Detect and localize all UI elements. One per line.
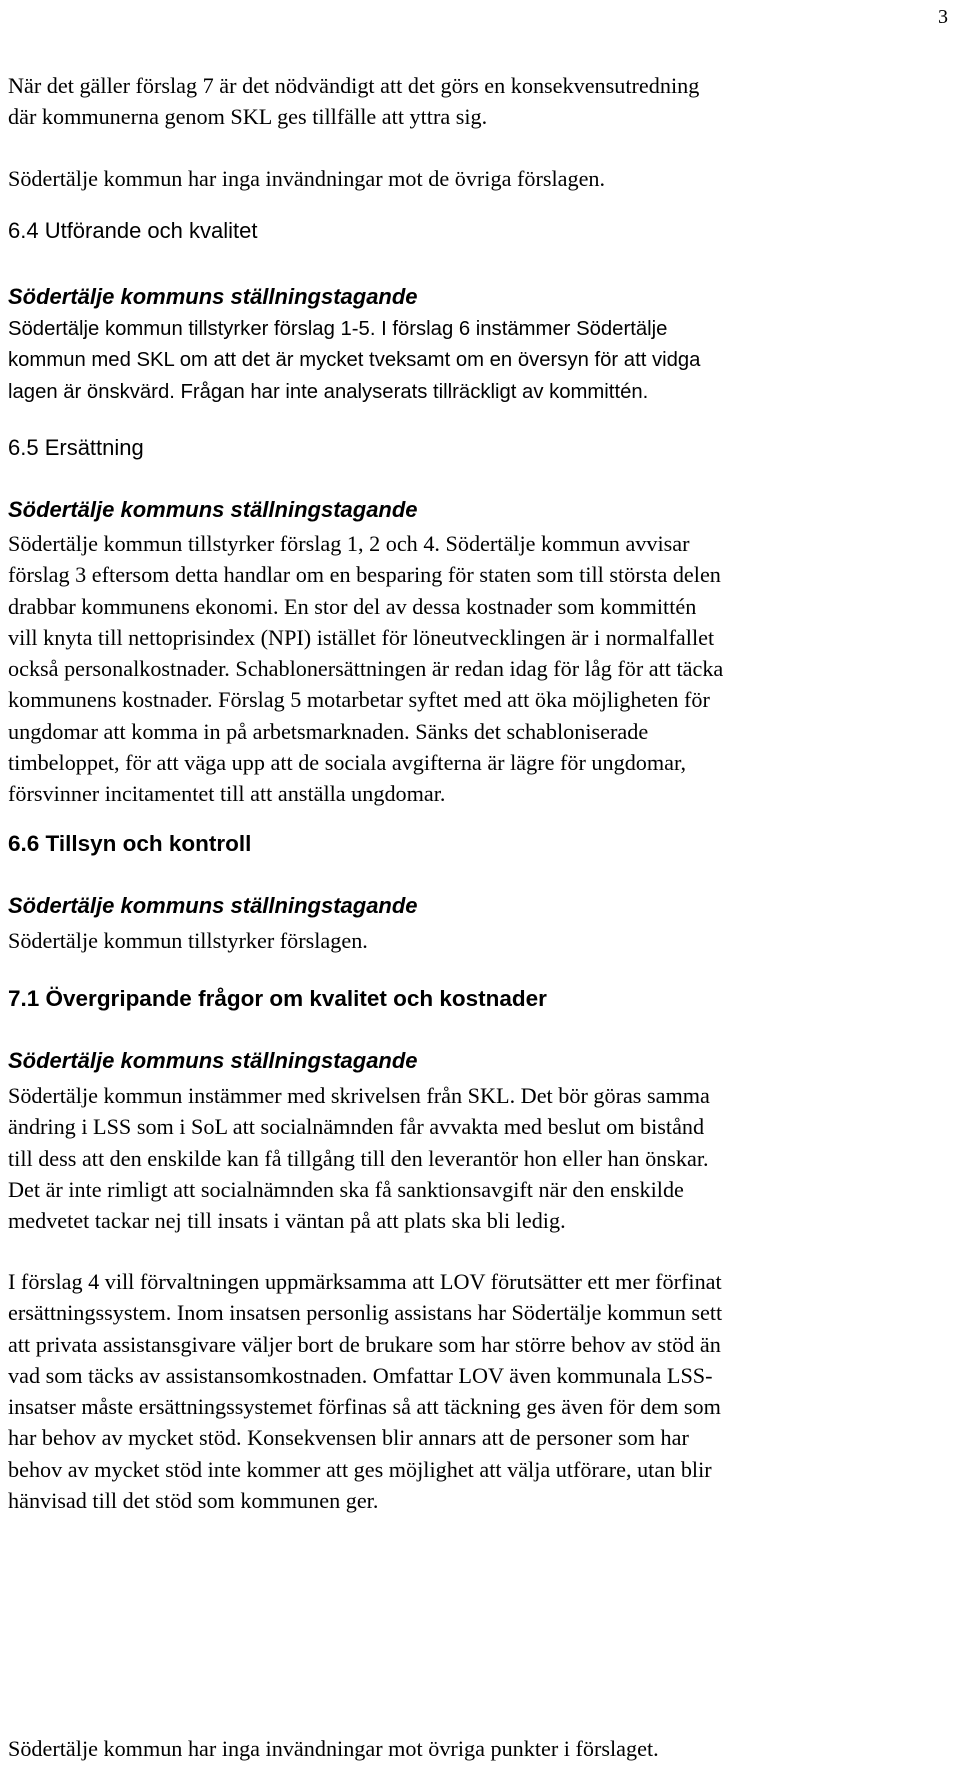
text-line: ändring i LSS som i SoL att socialnämnden får avvakta med beslut om bistånd [8,1114,705,1140]
no-objections-text: Södertälje kommun har inga invändningar mot de övriga förslagen. [8,166,606,191]
text-line: I förslag 4 vill förvaltningen uppmärksamma att LOV förutsätter ett mer förfinat [8,1269,722,1294]
text-line: vad som täcks av assistansomkostnaden. Omfattar LOV även kommunala LSS- [8,1362,713,1388]
section-heading-6-6: 6.6 Tillsyn och kontroll [8,831,252,856]
section-subheading-6-4: Södertälje kommuns ställningstagande [8,284,418,309]
section-text-7-1-paragraph-1 [8,1080,710,1236]
intro-line: När det gäller förslag 7 är det nödvändigt att det görs en konsekvensutredning [8,73,700,98]
text-line: lagen är önskvärd. Frågan har inte analyserats tillräckligt av kommittén. [8,380,649,403]
text-line: drabbar kommunens ekonomi. En stor del av dessa kostnader som kommittén [8,593,697,619]
text-line: Södertälje kommun tillstyrker förslag 1, 2 och 4. Södertälje kommun avvisar [8,531,690,556]
text-line: medvetet tackar nej till insats i väntan på att plats ska bli ledig. [8,1208,566,1234]
text-line: ersättningssystem. Inom insatsen personlig assistans har Södertälje kommun sett [8,1300,723,1326]
section-heading-6-5: 6.5 Ersättning [8,435,144,460]
text-line: Södertälje kommun tillstyrker förslag 1-5. I förslag 6 instämmer Södertälje [8,318,668,340]
page-number: 3 [938,6,948,28]
text-line: Södertälje kommun instämmer med skrivelsen från SKL. Det bör göras samma [8,1083,710,1108]
section-text-6-6: Södertälje kommun tillstyrker förslagen. [8,928,368,953]
text-line: förslag 3 eftersom detta handlar om en besparing för staten som till största delen [8,562,721,588]
section-text-6-4 [8,314,700,408]
text-line: timbeloppet, för att väga upp att de sociala avgifterna är lägre för ungdomar, [8,750,687,776]
text-line: hänvisad till det stöd som kommunen ger. [8,1488,379,1514]
text-line: behov av mycket stöd inte kommer att ges möjlighet att välja utförare, utan blir [8,1456,712,1482]
text-line: har behov av mycket stöd. Konsekvensen blir annars att de personer som har [8,1425,689,1451]
section-subheading-6-6: Södertälje kommuns ställningstagande [8,893,418,918]
section-subheading-7-1: Södertälje kommuns ställningstagande [8,1048,418,1073]
text-line: att privata assistansgivare väljer bort de brukare som har större behov av stöd än [8,1331,721,1357]
text-line: också personalkostnader. Schablonersättningen är redan idag för låg för att täcka [8,656,724,682]
text-line: kommun med SKL om att det är mycket tveksamt om en översyn för att vidga [8,349,701,372]
intro-paragraph [8,70,699,133]
section-heading-6-4: 6.4 Utförande och kvalitet [8,218,258,243]
intro-line: där kommunerna genom SKL ges tillfälle att yttra sig. [8,104,488,130]
section-text-7-1-paragraph-2 [8,1266,722,1516]
section-text-6-5 [8,528,723,810]
text-line: Det är inte rimligt att socialnämnden ska få sanktionsavgift när den enskilde [8,1176,684,1202]
text-line: kommunens kostnader. Förslag 5 motarbetar syftet med att öka möjligheten för [8,687,710,713]
section-subheading-6-5: Södertälje kommuns ställningstagande [8,497,418,522]
text-line: till dess att den enskilde kan få tillgång till den leverantör hon eller han önskar. [8,1145,709,1171]
text-line: ungdomar att komma in på arbetsmarknaden. Sänks det schabloniserade [8,718,649,744]
text-line: insatser måste ersättningssystemet förfinas så att täckning ges även för dem som [8,1394,721,1420]
closing-text: Södertälje kommun har inga invändningar mot övriga punkter i förslaget. [8,1736,659,1761]
section-heading-7-1: 7.1 Övergripande frågor om kvalitet och kostnader [8,986,547,1011]
text-line: vill knyta till nettoprisindex (NPI) istället för löneutvecklingen är i normalfallet [8,624,715,650]
text-line: försvinner incitamentet till att anställa ungdomar. [8,781,446,807]
